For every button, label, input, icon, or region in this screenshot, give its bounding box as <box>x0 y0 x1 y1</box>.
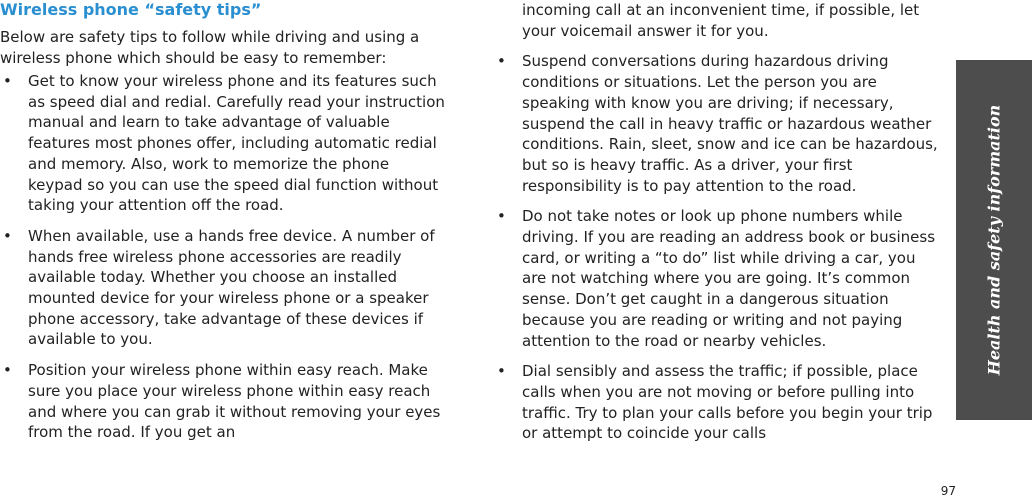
right-column-bullet-list <box>494 51 940 444</box>
right-column <box>494 0 940 454</box>
continuation-paragraph: incoming call at an inconvenient time, if possible, let your voicemail answer it for you. <box>522 1 920 40</box>
section-side-tab <box>956 60 1032 420</box>
bullet-item: • Suspend conversations during hazardous driving conditions or situations. Let the person you are speaking with know you are driving; if necessary, suspend the call in heavy traffic or hazardous weather conditions. Rain, sleet, snow and ice can be hazardous, but so is heavy traffic. As a driver, your first responsibility is to pay attention to the road. <box>494 51 940 196</box>
bullet-item: • Position your wireless phone within easy reach. Make sure you place your wireless phone within easy reach and where you can grab it without removing your eyes from the road. If you get an <box>0 360 448 443</box>
left-column-bullet-list <box>0 71 448 453</box>
side-tab-label: Health and safety information <box>984 104 1004 376</box>
page-number: 97 <box>940 484 956 498</box>
bullet-item: • Do not take notes or look up phone numbers while driving. If you are reading an address book or business card, or writing a “to do” list while driving a car, you are not watching where you are going. It’s common sense. Don’t get caught in a dangerous situation because you are reading or writing and not paying attention to the road or nearby vehicles. <box>494 206 940 351</box>
bullet-item: • When available, use a hands free device. A number of hands free wireless phone accessories are readily available today. Whether you choose an installed mounted device for your wireless phone or a speaker phone accessory, take advantage of these devices if available to you. <box>0 226 448 350</box>
intro-paragraph: Below are safety tips to follow while driving and using a wireless phone which should be easy to remember: <box>0 28 420 67</box>
bullet-item: • Dial sensibly and assess the traffic; if possible, place calls when you are not moving or before pulling into traffic. Try to plan your calls before you begin your trip or attempt to coincide your calls <box>494 361 940 444</box>
section-heading: Wireless phone “safety tips” <box>0 0 262 19</box>
bullet-item: • Get to know your wireless phone and its features such as speed dial and redial. Carefully read your instruction manual and learn to take advantage of valuable features most phones offer, including automatic redial and memory. Also, work to memorize the phone keypad so you can use the speed dial function without taking your attention off the road. <box>0 71 448 216</box>
